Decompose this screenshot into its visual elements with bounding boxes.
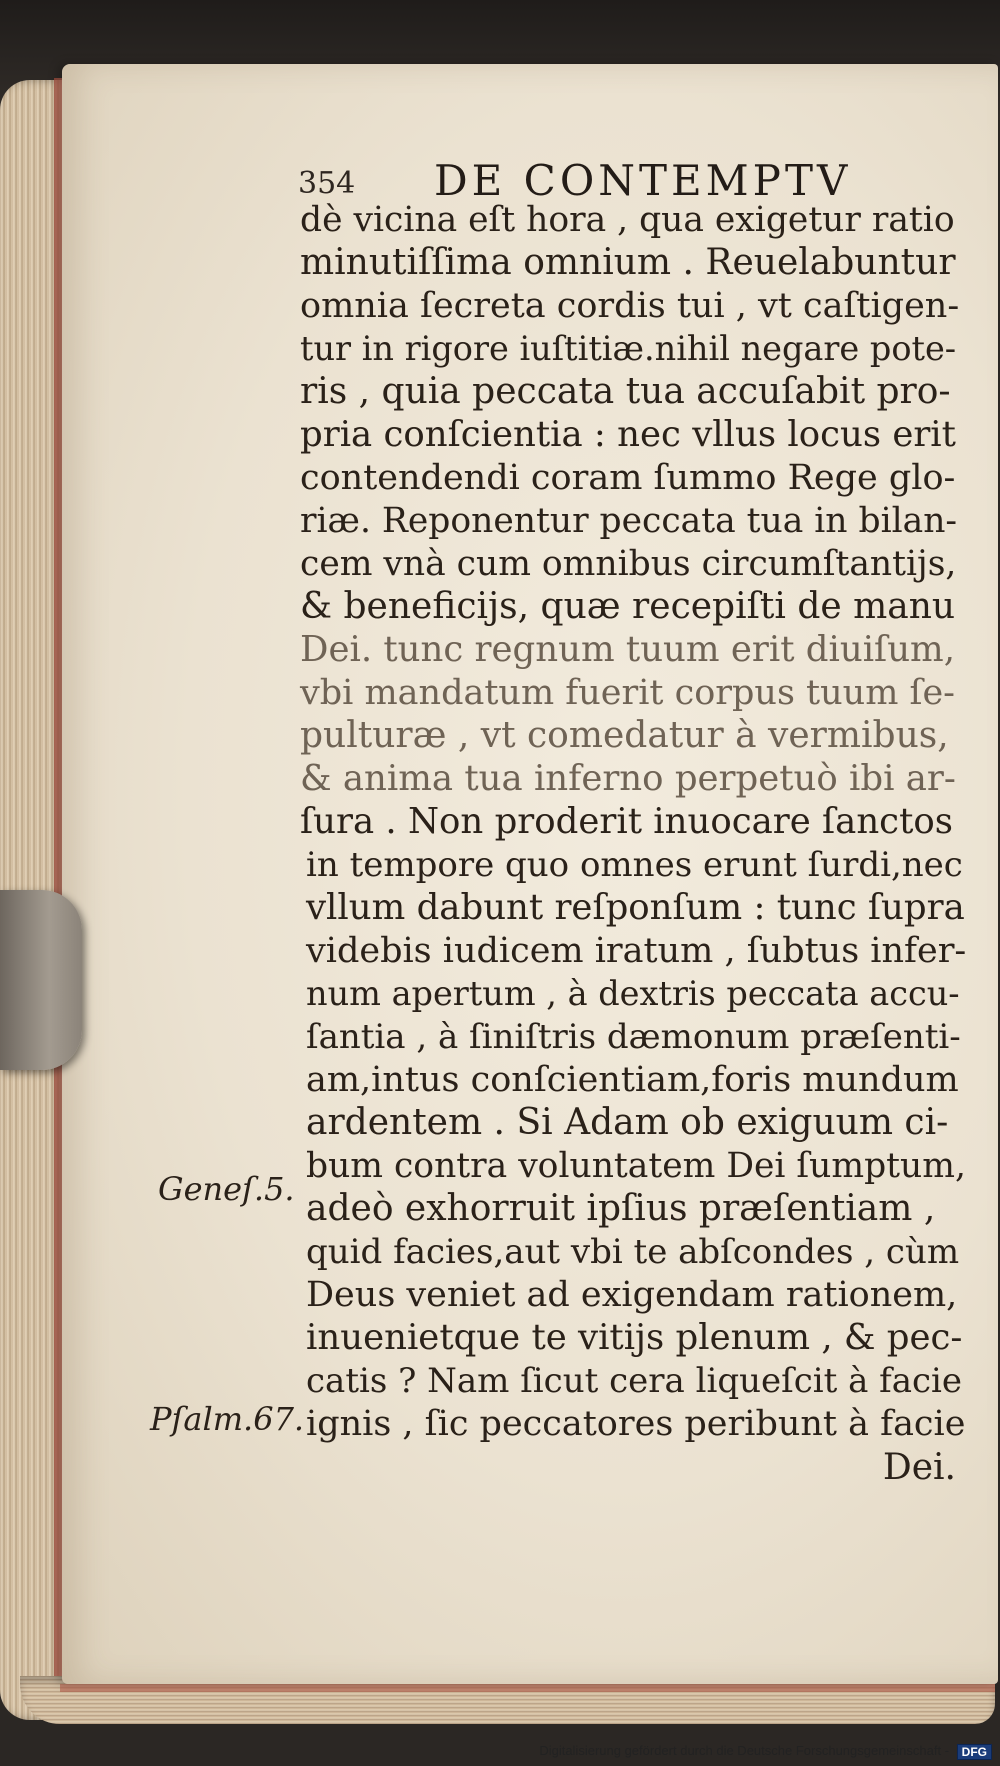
text-line: dè vicina eſt hora , qua exigetur ratio — [300, 200, 955, 240]
text-line: bum contra voluntatem Dei ſumptum, — [306, 1146, 966, 1186]
text-line: cem vnà cum omnibus circumſtantijs, — [300, 544, 957, 584]
text-line: ardentem . Si Adam ob exiguum ci- — [306, 1102, 949, 1143]
text-line: minutiſſima omnium . Reuelabuntur — [300, 242, 956, 283]
text-line: Dei. tunc regnum tuum erit diuiſum, — [300, 629, 955, 670]
text-line: Deus veniet ad exigendam rationem, — [306, 1275, 958, 1315]
text-line: num apertum , à dextris peccata accu- — [306, 974, 960, 1013]
text-line: & anima tua inferno perpetuò ibi ar- — [300, 758, 956, 799]
text-line: pria conſcientia : nec vllus locus erit — [300, 414, 956, 455]
text-line: & beneficijs, quæ recepiſti de manu — [300, 586, 956, 627]
text-line: adeò exhorruit ipſius præſentiam , — [306, 1188, 936, 1229]
text-line: videbis iudicem iratum , ſubtus infer- — [306, 931, 967, 971]
text-line: catis ? Nam ſicut cera liqueſcit à facie — [306, 1361, 963, 1401]
text-line: riæ. Reponentur peccata tua in bilan- — [300, 501, 958, 541]
text-line: omnia ſecreta cordis tui , vt caſtigen- — [300, 286, 960, 326]
page-number: 354 — [298, 166, 356, 201]
running-head: DE CONTEMPTV — [434, 156, 852, 205]
text-line: am,intus conſcientiam,foris mundum — [306, 1060, 959, 1100]
text-line: contendendi coram ſummo Rege glo- — [300, 458, 956, 498]
marginal-note-psalm: Pſalm.67. — [150, 1400, 305, 1438]
text-line: vbi mandatum fuerit corpus tuum ſe- — [300, 673, 956, 713]
marginal-note-genesis: Geneſ.5. — [158, 1170, 295, 1208]
text-line: inuenietque te vitijs plenum , & pec- — [306, 1317, 963, 1358]
text-line: ſura . Non proderit inuocare ſanctos — [300, 801, 953, 842]
text-line: ſantia , à ſiniſtris dæmonum præſenti- — [306, 1017, 961, 1057]
text-line: ignis , ſic peccatores peribunt à facie — [306, 1404, 966, 1444]
digitization-footer — [539, 1743, 992, 1760]
text-line: quid facies,aut vbi te abſcondes , cùm — [306, 1232, 960, 1272]
text-line: ris , quia peccata tua accuſabit pro- — [300, 371, 951, 412]
text-line: tur in rigore iuſtitiæ.nihil negare pote- — [300, 329, 957, 368]
dfg-logo: DFG — [957, 1744, 992, 1760]
text-line: pulturæ , vt comedatur à vermibus, — [300, 715, 949, 756]
footer-text: Digitalisierung gefördert durch die Deutsche Forschungsgemeinschaft - — [539, 1743, 950, 1758]
text-line: in tempore quo omnes erunt ſurdi,nec — [306, 845, 963, 885]
text-line: Dei. — [882, 1447, 956, 1488]
text-line: vllum dabunt reſponſum : tunc ſupra — [306, 887, 965, 928]
